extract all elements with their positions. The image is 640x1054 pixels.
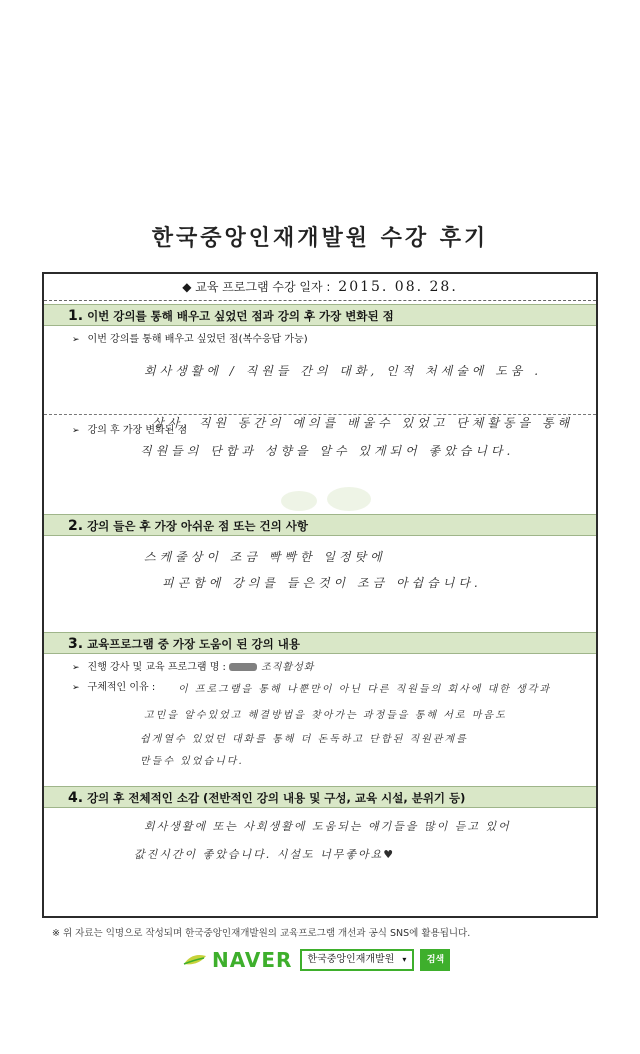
section-1-number: 1. bbox=[68, 308, 84, 324]
section-1-sub-1 bbox=[72, 330, 308, 345]
section-3-answer-2-line-3: 쉽게열수 있었던 대화를 통해 더 돈독하고 단합된 직원관계를 bbox=[140, 734, 468, 745]
footnote: ※ 위 자료는 익명으로 작성되며 한국중앙인재개발원의 교육프로그램 개선과 공식 SNS에 활용됩니다. bbox=[52, 928, 471, 939]
naver-logo bbox=[182, 948, 292, 972]
search-input-value: 한국중앙인재개발원 bbox=[307, 954, 395, 965]
section-3-answer-1: 조직활성화 bbox=[261, 662, 315, 673]
section-2-heading bbox=[44, 514, 596, 536]
section-4-answer-line-2: 값진시간이 좋았습니다. 시설도 너무좋아요♥ bbox=[134, 848, 396, 861]
section-3-sub-1-label: 진행 강사 및 교육 프로그램 명 : bbox=[87, 662, 226, 673]
arrow-icon: ➢ bbox=[72, 663, 80, 673]
date-row bbox=[44, 274, 596, 301]
section-1-sub-2-label: 강의 후 가장 변화된 점 bbox=[87, 425, 188, 436]
chevron-down-icon: ▾ bbox=[402, 955, 407, 964]
section-2-answer-line-1: 스케줄상이 조금 빡빡한 일정탓에 bbox=[144, 550, 386, 564]
section-1-title: 이번 강의를 통해 배우고 싶었던 점과 강의 후 가장 변화된 점 bbox=[87, 309, 394, 323]
page-title: 한국중앙인재개발원 수강 후기 bbox=[151, 226, 489, 251]
section-3-answer-2-line-1: 이 프로그램을 통해 나뿐만이 아닌 다른 직원들의 회사에 대한 생각과 bbox=[178, 684, 552, 695]
section-3-sub-2 bbox=[72, 678, 155, 693]
section-1-answer-2-line-2: 직원들의 단합과 성향을 알수 있게되어 좋았습니다. bbox=[140, 444, 515, 458]
section-4-heading bbox=[44, 786, 596, 808]
naver-search-bar bbox=[182, 948, 450, 972]
date-label: ◆ 교육 프로그램 수강 일자 : bbox=[182, 280, 331, 294]
section-3-heading bbox=[44, 632, 596, 654]
section-3-number: 3. bbox=[68, 636, 84, 652]
section-2-title: 강의 들은 후 가장 아쉬운 점 또는 건의 사항 bbox=[87, 519, 308, 533]
section-1-sub-1-label: 이번 강의를 통해 배우고 싶었던 점(복수응답 가능) bbox=[87, 334, 308, 345]
section-3-answer-2-line-4: 만들수 있었습니다. bbox=[140, 756, 244, 767]
section-4-number: 4. bbox=[68, 790, 84, 806]
section-4-title: 강의 후 전체적인 소감 (전반적인 강의 내용 및 구성, 교육 시설, 분위기 등) bbox=[87, 791, 466, 805]
section-3-sub-1 bbox=[72, 658, 314, 673]
section-3-title: 교육프로그램 중 가장 도움이 된 강의 내용 bbox=[87, 637, 300, 651]
section-3-sub-2-label: 구체적인 이유 : bbox=[87, 682, 156, 693]
section-3-answer-2-line-2: 고민을 알수있었고 해결방법을 찾아가는 과정들을 통해 서로 마음도 bbox=[144, 710, 507, 721]
naver-logo-text: NAVER bbox=[212, 948, 293, 972]
search-button[interactable]: 검색 bbox=[420, 949, 450, 971]
section-1-answer-1: 회사생활에 / 직원들 간의 대화, 인적 처세술에 도움 . bbox=[144, 364, 543, 378]
section-1-answer-2-line-1: 상사, 직원 동간의 예의를 배울수 있었고 단체활동을 통해 bbox=[152, 416, 574, 430]
section-2-answer-line-2: 피곤함에 강의를 들은것이 조금 아쉽습니다. bbox=[162, 576, 482, 590]
leaf-logo-icon bbox=[182, 952, 208, 968]
date-value: 2015. 08. 28. bbox=[338, 279, 458, 295]
review-form bbox=[42, 272, 598, 918]
section-4-answer-line-1: 회사생활에 또는 사회생활에 도움되는 얘기들을 많이 듣고 있어 bbox=[144, 820, 511, 833]
scribble-mark bbox=[229, 663, 257, 671]
section-1-heading bbox=[44, 304, 596, 326]
arrow-icon: ➢ bbox=[72, 335, 80, 345]
watermark-leaf-icon bbox=[259, 479, 389, 519]
search-input[interactable] bbox=[300, 949, 414, 971]
arrow-icon: ➢ bbox=[72, 426, 80, 436]
section-2-number: 2. bbox=[68, 518, 84, 534]
arrow-icon: ➢ bbox=[72, 683, 80, 693]
